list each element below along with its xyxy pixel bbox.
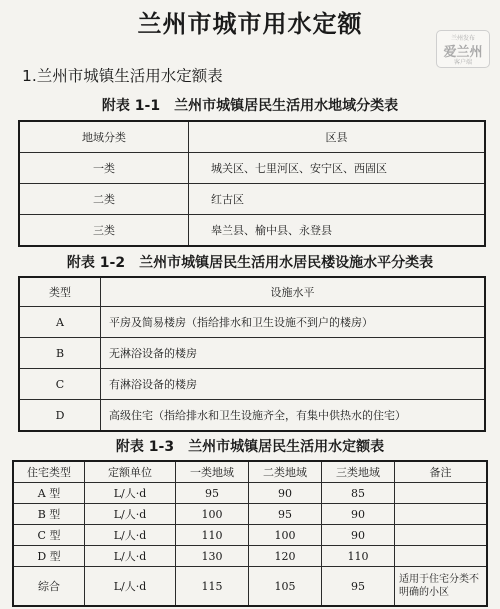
- table-cell: C 型: [13, 525, 85, 546]
- table2-caption: 附表 1-2 兰州市城镇居民生活用水居民楼设施水平分类表: [66, 255, 434, 271]
- column-header: 定额单位: [85, 461, 176, 483]
- table-cell: 110: [176, 525, 249, 546]
- table-cell-note: 适用于住宅分类不明确的小区: [395, 567, 488, 607]
- watermark-line2: 爱兰州: [443, 45, 483, 60]
- table-cell: 110: [322, 546, 395, 567]
- column-header: 设施水平: [101, 277, 486, 307]
- table-cell: A 型: [13, 483, 85, 504]
- table-row: [19, 307, 485, 338]
- table-row: [19, 215, 485, 247]
- table-cell: C: [19, 369, 101, 400]
- table-cell: 高级住宅（指给排水和卫生设施齐全，有集中供热水的住宅）: [101, 400, 486, 432]
- table-cell: [395, 504, 488, 525]
- table-cell: [395, 483, 488, 504]
- table-cell: 有淋浴设备的楼房: [101, 369, 486, 400]
- table-row: [19, 184, 485, 215]
- table-header-row: [19, 121, 485, 153]
- table-cell: 120: [249, 546, 322, 567]
- table-cell: D: [19, 400, 101, 432]
- column-header: 一类地域: [176, 461, 249, 483]
- region-classification-table: [18, 120, 486, 247]
- table-cell: A: [19, 307, 101, 338]
- table-cell: 115: [176, 567, 249, 607]
- table-cell: L/人·d: [85, 525, 176, 546]
- table-cell: L/人·d: [85, 483, 176, 504]
- table-cell: 无淋浴设备的楼房: [101, 338, 486, 369]
- section-heading: 1.兰州市城镇生活用水定额表: [22, 67, 223, 85]
- table-cell: 一类: [19, 153, 189, 184]
- column-header: 备注: [395, 461, 488, 483]
- table-cell: 皋兰县、榆中县、永登县: [189, 215, 486, 247]
- table-cell: 100: [176, 504, 249, 525]
- table-cell: 二类: [19, 184, 189, 215]
- table-row: [19, 369, 485, 400]
- table-cell: 95: [249, 504, 322, 525]
- column-header: 三类地域: [322, 461, 395, 483]
- table-cell: 95: [322, 567, 395, 607]
- watermark-line3: 客户端: [453, 59, 472, 66]
- table-cell: 90: [322, 525, 395, 546]
- water-quota-table: [12, 460, 488, 607]
- table-cell: L/人·d: [85, 546, 176, 567]
- column-header: 区县: [189, 121, 486, 153]
- page-title: 兰州市城市用水定额: [137, 9, 363, 38]
- table-row: [13, 504, 487, 525]
- watermark-line1: 兰州发布: [450, 35, 475, 42]
- table-row: [19, 153, 485, 184]
- table-row: [19, 400, 485, 432]
- table-cell: 90: [249, 483, 322, 504]
- table-cell: 105: [249, 567, 322, 607]
- table-cell: 红古区: [189, 184, 486, 215]
- table-cell: 城关区、七里河区、安宁区、西固区: [189, 153, 486, 184]
- table-header-row: [13, 461, 487, 483]
- table-cell: 130: [176, 546, 249, 567]
- table-header-row: [19, 277, 485, 307]
- facility-level-table: [18, 276, 486, 432]
- table-cell: L/人·d: [85, 567, 176, 607]
- column-header: 住宅类型: [13, 461, 85, 483]
- table-cell: 三类: [19, 215, 189, 247]
- watermark-logo: [436, 30, 490, 68]
- table-cell: 85: [322, 483, 395, 504]
- table-row: [13, 546, 487, 567]
- table-cell: B 型: [13, 504, 85, 525]
- table-cell: 95: [176, 483, 249, 504]
- table3-caption: 附表 1-3 兰州市城镇居民生活用水定额表: [115, 439, 385, 455]
- table-cell: 综合: [13, 567, 85, 607]
- table-cell: [395, 546, 488, 567]
- table-cell: 90: [322, 504, 395, 525]
- table-cell: [395, 525, 488, 546]
- table-cell: 100: [249, 525, 322, 546]
- column-header: 类型: [19, 277, 101, 307]
- table-row: [13, 567, 487, 607]
- table-cell: 平房及简易楼房（指给排水和卫生设施不到户的楼房）: [101, 307, 486, 338]
- column-header: 二类地域: [249, 461, 322, 483]
- table-cell: D 型: [13, 546, 85, 567]
- table-row: [19, 338, 485, 369]
- table-cell: L/人·d: [85, 504, 176, 525]
- table-row: [13, 525, 487, 546]
- table-row: [13, 483, 487, 504]
- column-header: 地域分类: [19, 121, 189, 153]
- table-cell: B: [19, 338, 101, 369]
- table1-caption: 附表 1-1 兰州市城镇居民生活用水地域分类表: [101, 98, 399, 114]
